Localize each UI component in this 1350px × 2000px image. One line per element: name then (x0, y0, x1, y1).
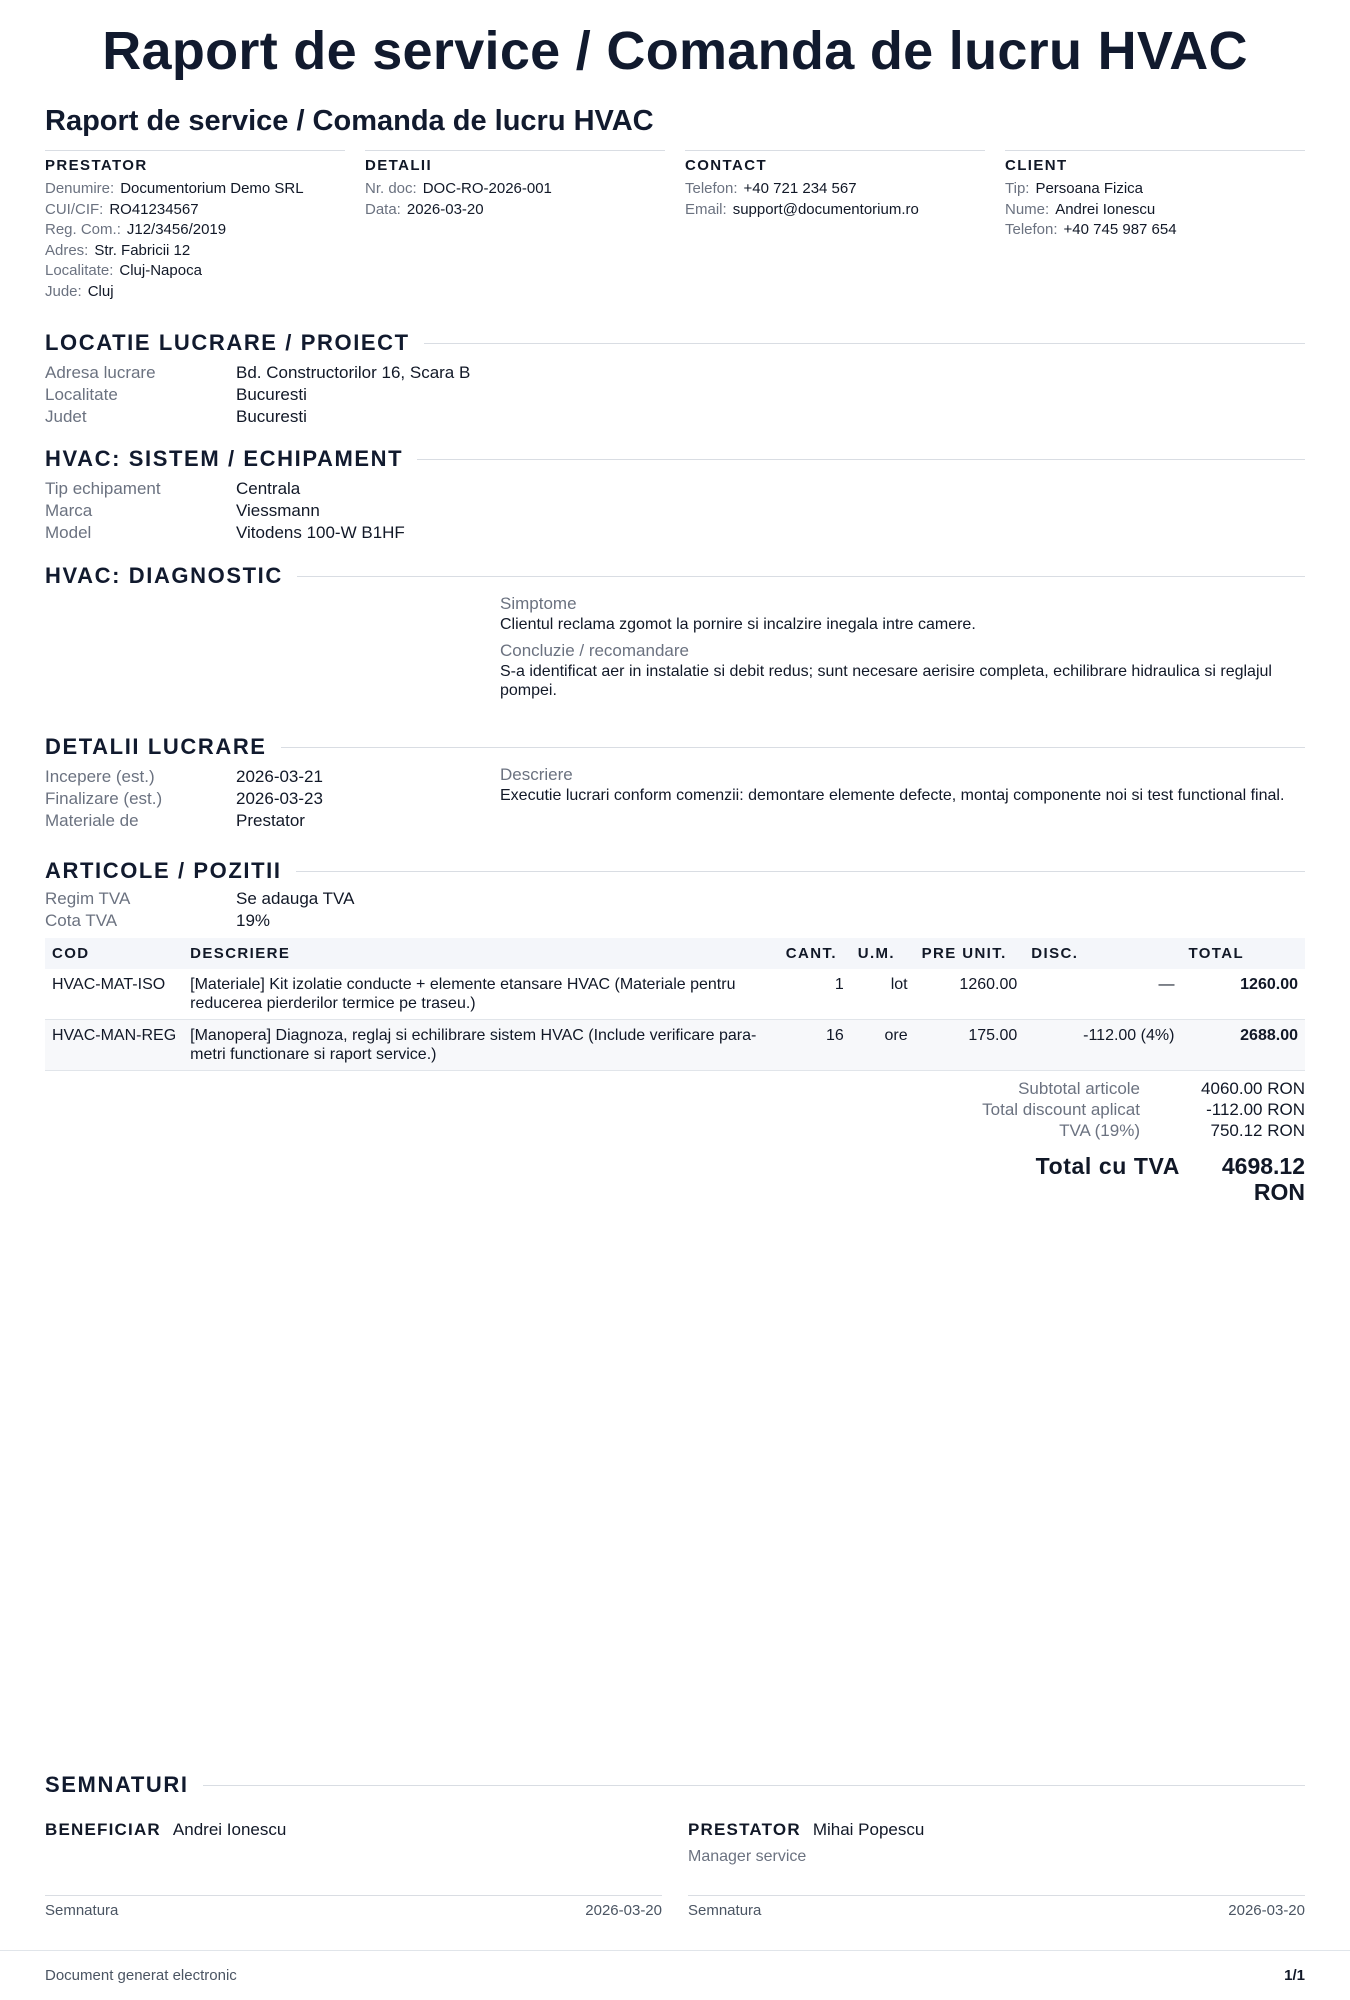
header-columns (45, 150, 1305, 302)
item-disc: -112.00 (4%) (1024, 1020, 1181, 1071)
prestator-adresa: Adres: Str. Fabricii 12 (45, 241, 191, 259)
locatie-localitate: Localitate Bucuresti (45, 385, 307, 404)
semnaturi-section (45, 1772, 1305, 1798)
prestator-cui: CUI/CIF: RO41234567 (45, 200, 199, 218)
concluzie-label: Concluzie / recomandare (500, 641, 689, 660)
item-total: 2688.00 (1181, 1020, 1305, 1071)
locatie-judet: Judet Bucuresti (45, 407, 307, 426)
lucrare-section (45, 734, 1305, 834)
col-cod: COD (45, 938, 183, 969)
cota-tva: Cota TVA 19% (45, 911, 271, 930)
col-descriere: DESCRIERE (183, 938, 779, 969)
beneficiar-name: Andrei Ionescu (172, 1820, 287, 1839)
prestator-localitate: Localitate: Cluj-Napoca (45, 262, 202, 279)
prestator-title: Manager service (688, 1848, 807, 1865)
col-disc: DISC. (1024, 938, 1181, 969)
regim-tva: Regim TVA Se adauga TVA (45, 889, 355, 908)
item-um: lot (851, 969, 915, 1020)
prestator-regcom: Reg. Com.: J12/3456/2019 (45, 221, 227, 238)
beneficiar-sign-label: Semnatura (45, 1902, 119, 1919)
detalii-column (365, 150, 665, 302)
beneficiar-sign-date: 2026-03-20 (585, 1902, 662, 1919)
prestator-denumire: Denumire: Documentorium Demo SRL (45, 180, 304, 197)
item-cod: HVAC-MAN-REG (45, 1020, 183, 1071)
locatie-section (45, 330, 1305, 428)
simptome-text: Clientul reclama zgomot la pornire si incalzire inegala intre camere. (500, 616, 976, 633)
contact-column (685, 150, 985, 302)
detalii-heading: DETALII (365, 157, 433, 174)
contact-telefon: Telefon: +40 721 234 567 (685, 180, 857, 197)
item-cod: HVAC-MAT-ISO (45, 969, 183, 1020)
grand-total-value: 4698.12 RON (1221, 1153, 1305, 1205)
articole-heading: ARTICOLE / POZITII (45, 858, 282, 883)
client-telefon: Telefon: +40 745 987 654 (1005, 221, 1177, 238)
item-um: ore (851, 1020, 915, 1071)
locatie-heading: LOCATIE LUCRARE / PROIECT (45, 330, 410, 355)
col-um: U.M. (851, 938, 915, 969)
descriere-text: Executie lucrari conform comenzii: demontare elemente defecte, montaj componente noi si test functional final. (500, 787, 1285, 804)
lucrare-finalizare: Finalizare (est.) 2026-03-23 (45, 789, 323, 808)
item-pret: 175.00 (915, 1020, 1025, 1071)
item-cant: 16 (779, 1020, 851, 1071)
sistem-model: Model Vitodens 100-W B1HF (45, 523, 405, 542)
grand-total-label: Total cu TVA (1035, 1153, 1180, 1179)
locatie-adresa: Adresa lucrare Bd. Constructorilor 16, Scara B (45, 363, 471, 382)
detalii-data: Data: 2026-03-20 (365, 200, 484, 218)
banner-title: Raport de service / Comanda de lucru HVAC (102, 21, 1248, 81)
item-disc: — (1024, 969, 1181, 1020)
client-column (1005, 150, 1305, 302)
contact-email: Email: support@documentorium.ro (685, 200, 919, 218)
col-pret-unit: PRE UNIT. (915, 938, 1025, 969)
detalii-nr-doc: Nr. doc: DOC-RO-2026-001 (365, 180, 552, 197)
col-cant: CANT. (779, 938, 851, 969)
col-total: TOTAL (1181, 938, 1305, 969)
contact-heading: CONTACT (685, 157, 768, 174)
concluzie-text: S-a identificat aer in instalatie si debit redus; sunt necesare aerisire completa, echilibrare hidraulica si reglajul pompei. (500, 663, 1272, 699)
grand-total-row (805, 1153, 1305, 1205)
prestator-sign-date: 2026-03-20 (1228, 1902, 1305, 1919)
page-footer (0, 1950, 1350, 1984)
prestator-sign-label: Semnatura (688, 1902, 762, 1919)
table-header-row (45, 938, 1305, 969)
totals-block (805, 1078, 1305, 1205)
sistem-section (45, 446, 1305, 544)
lucrare-incepere: Incepere (est.) 2026-03-21 (45, 767, 323, 786)
sistem-marca: Marca Viessmann (45, 501, 320, 520)
sistem-tip: Tip echipament Centrala (45, 479, 301, 498)
table-row (45, 969, 1305, 1020)
prestator-name: Mihai Popescu (812, 1820, 925, 1839)
signature-beneficiar (45, 1820, 662, 1919)
page-number: 1/1 (1284, 1967, 1305, 1984)
item-descriere: [Manopera] Diagnoza, reglaj si echilibrare sistem HVAC (Include verificare para-metri functionare si raport service.) (183, 1020, 779, 1071)
client-tip: Tip: Persoana Fizica (1005, 180, 1144, 197)
document-page (45, 0, 1305, 2000)
item-pret: 1260.00 (915, 969, 1025, 1020)
prestator-column (45, 150, 345, 302)
item-total: 1260.00 (1181, 969, 1305, 1020)
subtotal-row: Subtotal articole 4060.00 RON (1018, 1079, 1305, 1098)
discount-row: Total discount aplicat -112.00 RON (982, 1100, 1305, 1119)
sistem-heading: HVAC: SISTEM / ECHIPAMENT (45, 446, 404, 471)
items-table (45, 938, 1305, 1071)
lucrare-heading: DETALII LUCRARE (45, 734, 267, 759)
simptome-label: Simptome (500, 594, 577, 613)
client-nume: Nume: Andrei Ionescu (1005, 200, 1156, 218)
prestator-heading: PRESTATOR (45, 157, 148, 174)
descriere-label: Descriere (500, 765, 573, 784)
item-cant: 1 (779, 969, 851, 1020)
prestator-signature-line (688, 1895, 1305, 1919)
footer-note: Document generat electronic (45, 1967, 237, 1984)
beneficiar-role: BENEFICIAR (45, 1820, 161, 1839)
prestator-role: PRESTATOR (688, 1820, 801, 1839)
document-title: Raport de service / Comanda de lucru HVAC (45, 105, 654, 137)
lucrare-materiale: Materiale de Prestator (45, 811, 305, 830)
client-heading: CLIENT (1005, 157, 1068, 174)
semnaturi-heading: SEMNATURI (45, 1772, 189, 1797)
beneficiar-signature-line (45, 1895, 662, 1919)
tva-row: TVA (19%) 750.12 RON (1059, 1121, 1305, 1140)
table-row (45, 1020, 1305, 1071)
diagnostic-heading: HVAC: DIAGNOSTIC (45, 563, 283, 588)
prestator-judet: Jude: Cluj (45, 282, 114, 300)
diagnostic-section (45, 563, 1305, 713)
articole-section (45, 858, 1305, 1071)
item-descriere: [Materiale] Kit izolatie conducte + elemente etansare HVAC (Materiale pentru reducerea pierderilor termice pe traseu.) (183, 969, 779, 1020)
signature-prestator (688, 1820, 1305, 1919)
